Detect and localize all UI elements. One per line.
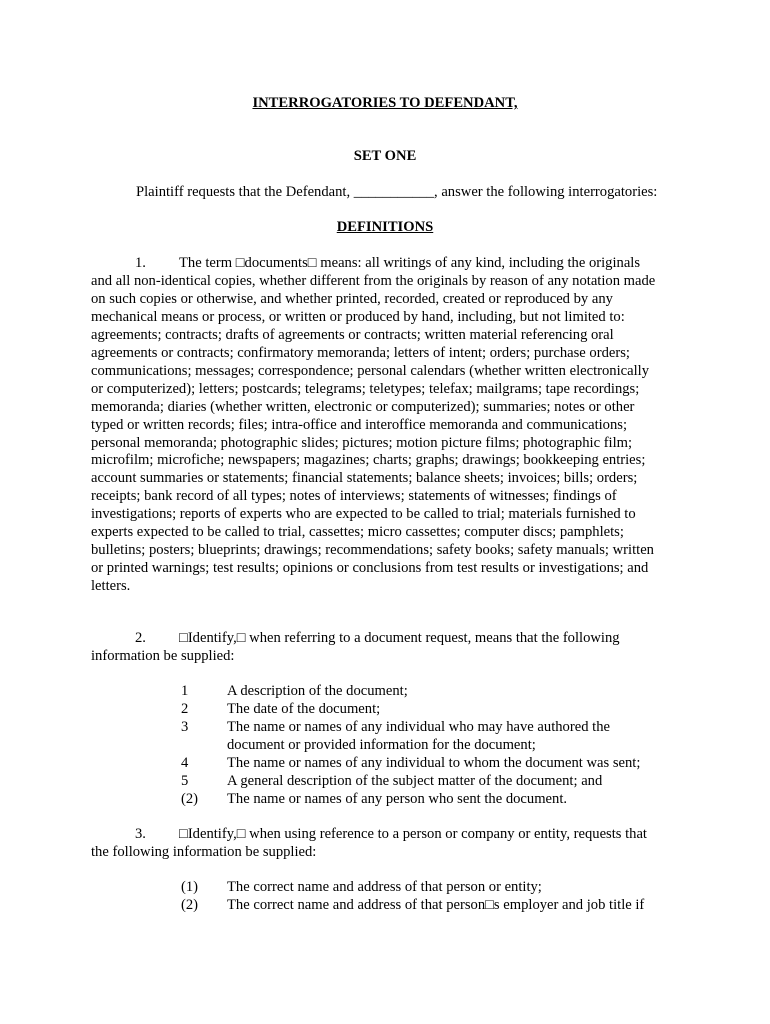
list-item-marker: 1: [181, 683, 189, 699]
list-item: [181, 719, 681, 755]
list-item-marker: 3: [181, 718, 189, 735]
list-item-text: A description of the document;: [227, 683, 408, 699]
list-item: [181, 755, 681, 773]
definition-3-list: [181, 879, 681, 915]
list-item: [181, 897, 681, 915]
list-item-text: The correct name and address of that person□s employer and job title if: [227, 896, 645, 913]
definition-2: [91, 630, 691, 666]
list-item: [181, 683, 681, 701]
definitions-heading: DEFINITIONS: [336, 219, 434, 235]
list-item-text: The name or names of any individual who may have authored the document or provided information for the document;: [227, 718, 610, 753]
definition-3: [91, 826, 691, 862]
list-item: [181, 701, 681, 719]
definition-1-number: 1.: [135, 255, 146, 271]
list-item: [181, 773, 681, 791]
list-item: [181, 791, 681, 809]
definition-1: [91, 255, 691, 596]
list-item-text: The name or names of any person who sent the document.: [227, 790, 568, 807]
definition-3-text: □Identify,□ when using reference to a person or company or entity, requests that the following information be supplied:: [91, 826, 647, 860]
definition-3-number: 3.: [135, 826, 146, 842]
document-title: INTERROGATORIES TO DEFENDANT,: [252, 95, 518, 111]
definition-2-text: □Identify,□ when referring to a document request, means that the following information be supplied:: [91, 630, 620, 664]
list-item-text: The correct name and address of that person or entity;: [227, 879, 542, 895]
list-item-marker: 5: [181, 772, 189, 789]
document-subtitle: SET ONE: [353, 148, 417, 164]
definition-2-number: 2.: [135, 630, 146, 646]
list-item-text: A general description of the subject matter of the document; and: [227, 772, 603, 789]
list-item-marker: 2: [181, 700, 189, 717]
definition-2-list: [181, 683, 681, 809]
list-item-marker: 4: [181, 754, 189, 771]
list-item-text: The date of the document;: [227, 700, 381, 717]
list-item: [181, 879, 681, 897]
list-item-text: The name or names of any individual to whom the document was sent;: [227, 754, 641, 771]
list-item-marker: (1): [181, 879, 199, 895]
list-item-marker: (2): [181, 896, 199, 913]
definition-1-text: The term □documents□ means: all writings of any kind, including the originals and all non-identical copies, whether different from the originals by reason of any notation made on such copies or otherwise, and whether printed, recorded, created or reproduced by any mechanical means or process, or written or produced by hand, including, but not limited to: agreements; contracts; drafts of agreements or contracts; written material referencing oral agreements or contracts; confirmatory memoranda; letters of intent; orders; purchase orders; communications; messages; correspondence; personal calendars (whether written electronically or computerized); letters; postcards; telegrams; teletypes; telefax; mailgrams; tape recordings; memoranda; diaries (whether written, electronic or computerized); summaries; notes or other typed or written records; files; intra-office and interoffice memoranda and communications; personal memoranda; photographic slides; pictures; motion picture films; photographic film; microfilm; microfiche; newspapers; magazines; charts; graphs; drawings; bookkeeping entries; account summaries or statements; financial statements; balance sheets; invoices; bills; orders; receipts; bank record of all types; notes of interviews; statements of witnesses; findings of investigations; reports of experts who are expected to be called to trial; materials furnished to experts expected to be called to trial, cassettes; micro cassettes; computer discs; pamphlets; bulletins; posters; blueprints; drawings; recommendations; safety books; safety manuals; written or printed warnings; test results; opinions or conclusions from test results or investigations; and letters.: [91, 255, 656, 595]
list-item-marker: (2): [181, 790, 199, 807]
intro-paragraph: Plaintiff requests that the Defendant, ___________, answer the following interrogatories:: [136, 184, 658, 200]
